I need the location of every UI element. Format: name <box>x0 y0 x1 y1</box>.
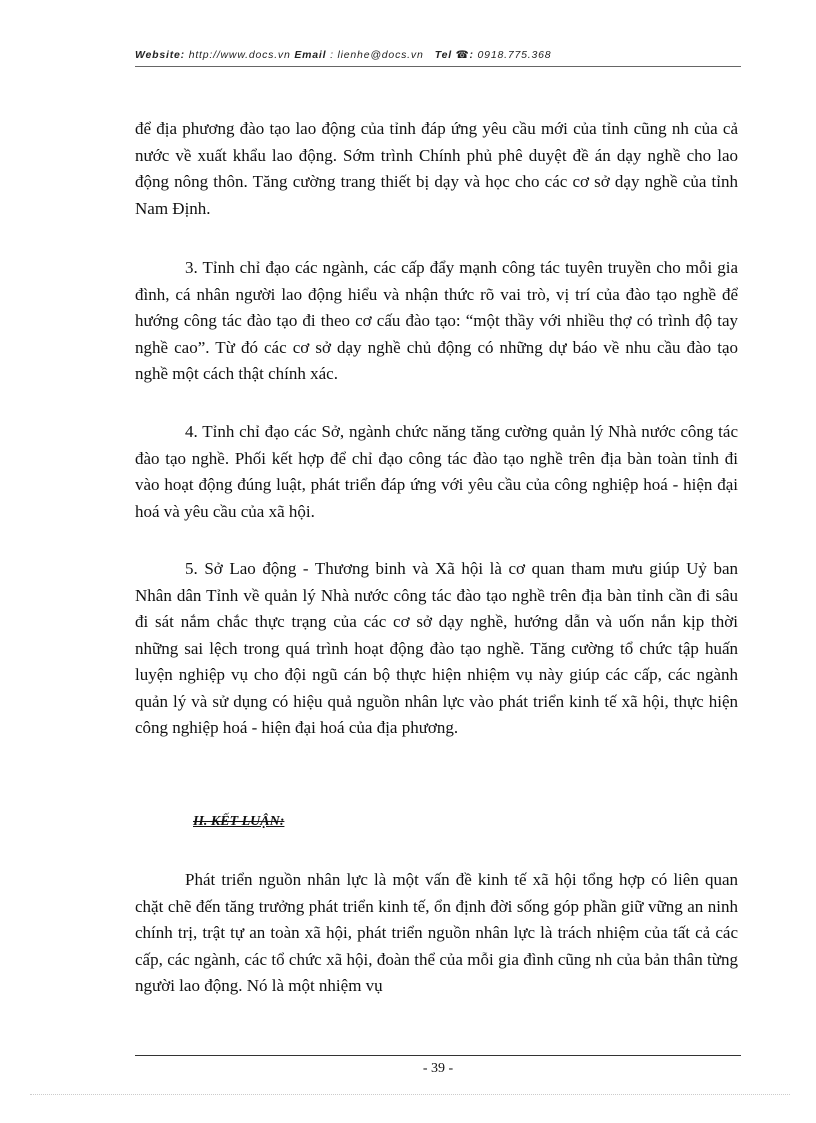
paragraph-item-3: 3. Tỉnh chỉ đạo các ngành, các cấp đẩy mạnh công tác tuyên truyền cho mỗi gia đình, cá nhân người lao động hiểu và nhận thức rõ vai trò, vị trí của đào tạo nghề để hướng công tác đào tạo đi theo cơ cấu đào tạo: “một thầy với nhiều thợ có trình độ tay nghề cao”. Từ đó các cơ sở dạy nghề chủ động có những dự báo về nhu cầu đào tạo nghề một cách thật chính xác. <box>135 258 738 383</box>
page-bottom-border <box>30 1094 790 1095</box>
website-link[interactable]: http://www.docs.vn <box>188 49 291 61</box>
footer-divider <box>135 1055 741 1056</box>
email-label: Email <box>294 49 327 61</box>
paragraph-item-5: 5. Sở Lao động - Thương binh và Xã hội là cơ quan tham mưu giúp Uỷ ban Nhân dân Tỉnh về quản lý Nhà nước công tác đào tạo nghề trên địa bàn tỉnh cần đi sâu đi sát nắm chắc thực trạng của các cơ sở dạy nghề, hướng dẫn và uốn nắn kịp thời những sai lệch trong quá trình hoạt động đào tạo nghề. Tăng cường tổ chức tập huấn luyện nghiệp vụ cho đội ngũ cán bộ thực hiện nhiệm vụ này giúp các cấp, các ngành quản lý và sử dụng có hiệu quả nguồn nhân lực vào phát triển kinh tế xã hội, thực hiện công nghiệp hoá - hiện đại hoá của địa phương. <box>135 559 738 737</box>
section-heading: II. KẾT LUẬN: <box>193 814 285 829</box>
paragraph-item-4: 4. Tỉnh chỉ đạo các Sở, ngành chức năng tăng cường quản lý Nhà nước công tác đào tạo nghề. Phối kết hợp để chỉ đạo công tác đào tạo nghề trên địa bàn toàn tỉnh đi vào hoạt động đúng luật, phát triển đáp ứng với yêu cầu của công nghiệp hoá - hiện đại hoá và yêu cầu của xã hội. <box>135 422 738 521</box>
email-link[interactable]: : lienhe@docs.vn <box>330 49 424 61</box>
page-header <box>135 49 741 61</box>
website-label: Website: <box>135 49 185 61</box>
paragraph-continuation: để địa phương đào tạo lao động của tỉnh đáp ứng yêu cầu mới của tỉnh cũng nh của cả nước về xuất khẩu lao động. Sớm trình Chính phủ phê duyệt đề án dạy nghề cho lao động nông thôn. Tăng cường trang thiết bị dạy và học cho các cơ sở dạy nghề của tỉnh Nam Định. <box>135 119 738 218</box>
header-divider <box>135 66 741 67</box>
page-number: - 39 - <box>422 1061 454 1076</box>
paragraph-conclusion: Phát triển nguồn nhân lực là một vấn đề kinh tế xã hội tổng hợp có liên quan chặt chẽ đến tăng trưởng phát triển kinh tế, ổn định đời sống góp phần giữ vững an ninh chính trị, trật tự an toàn xã hội, phát triển nguồn nhân lực là trách nhiệm của tất cả các cấp, các ngành, các tổ chức xã hội, đoàn thể của mỗi gia đình cũng nh của bản thân từng người lao động. Nó là một nhiệm vụ <box>135 870 738 995</box>
tel-value: 0918.775.368 <box>477 49 552 61</box>
tel-label: Tel ☎: <box>434 49 474 61</box>
